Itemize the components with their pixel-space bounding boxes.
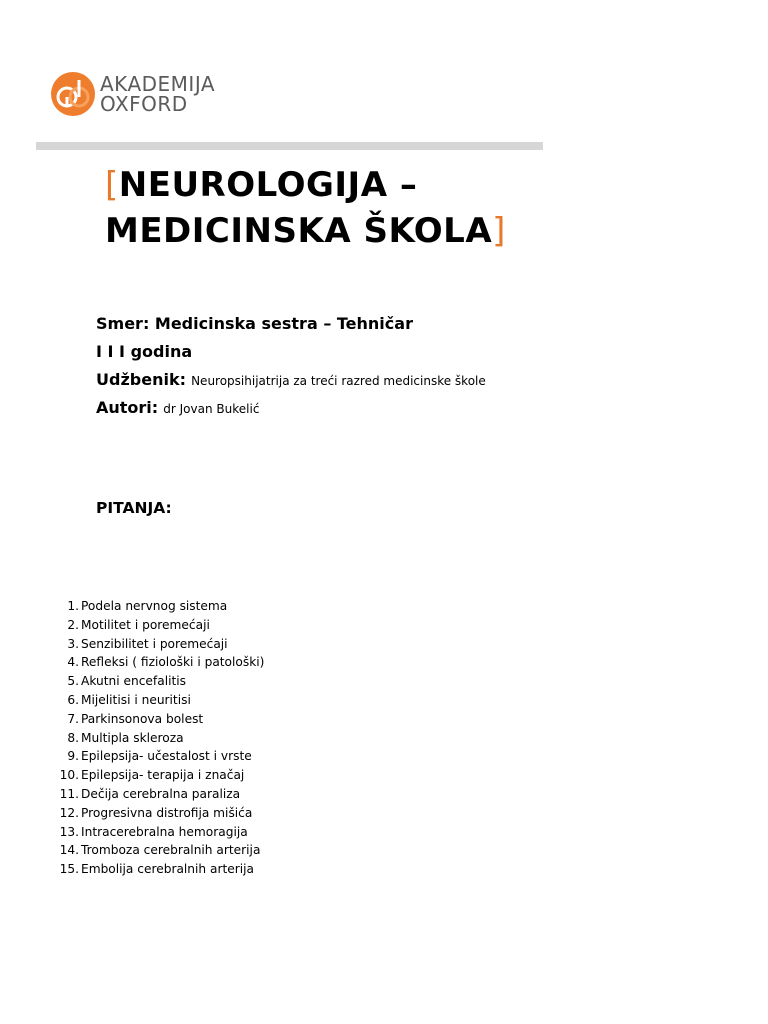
title-line-2 bbox=[105, 208, 506, 254]
header-divider bbox=[36, 142, 543, 150]
list-item bbox=[50, 823, 264, 842]
document-title bbox=[105, 162, 506, 254]
list-item bbox=[50, 597, 264, 616]
questions-heading: PITANJA: bbox=[96, 499, 172, 517]
godina-line: I I I godina bbox=[96, 342, 193, 361]
question-number: 10. bbox=[59, 768, 79, 783]
udzbenik-value: Neuropsihijatrija za treći razred medicinske škole bbox=[191, 374, 486, 388]
question-number: 9. bbox=[67, 749, 79, 764]
list-item bbox=[50, 785, 264, 804]
logo-line-1: AKADEMIJA bbox=[100, 72, 216, 96]
question-number: 12. bbox=[59, 805, 79, 820]
question-number: 14. bbox=[59, 843, 79, 858]
logo-mark-icon bbox=[50, 71, 96, 117]
question-number: 7. bbox=[67, 711, 79, 726]
list-item bbox=[50, 653, 264, 672]
title-text-2: MEDICINSKA ŠKOLA bbox=[105, 211, 493, 251]
list-item bbox=[50, 860, 264, 879]
title-open-bracket: [ bbox=[105, 165, 119, 205]
list-item bbox=[50, 804, 264, 823]
udzbenik-label: Udžbenik: bbox=[96, 370, 186, 389]
udzbenik-line bbox=[96, 366, 486, 394]
questions-list bbox=[50, 597, 264, 879]
title-text-1: NEUROLOGIJA – bbox=[118, 165, 418, 205]
question-text: Mijelitisi i neuritisi bbox=[81, 692, 191, 707]
question-number: 6. bbox=[67, 692, 79, 707]
list-item bbox=[50, 691, 264, 710]
question-text: Epilepsija- učestalost i vrste bbox=[81, 749, 252, 764]
question-number: 4. bbox=[67, 655, 79, 670]
list-item bbox=[50, 747, 264, 766]
list-item bbox=[50, 635, 264, 654]
list-item bbox=[50, 729, 264, 748]
question-number: 2. bbox=[67, 617, 79, 632]
list-item bbox=[50, 841, 264, 860]
question-text: Podela nervnog sistema bbox=[81, 599, 228, 613]
question-text: Embolija cerebralnih arterija bbox=[81, 862, 255, 877]
smer-line: Smer: Medicinska sestra – Tehničar bbox=[96, 314, 413, 333]
question-number: 11. bbox=[59, 786, 79, 801]
question-text: Intracerebralna hemoragija bbox=[81, 824, 248, 839]
list-item bbox=[50, 672, 264, 691]
question-text: Refleksi ( fiziološki i patološki) bbox=[81, 655, 265, 670]
autori-label: Autori: bbox=[96, 398, 159, 417]
title-close-bracket: ] bbox=[492, 211, 506, 251]
title-line-1 bbox=[105, 162, 506, 208]
logo-wordmark bbox=[100, 74, 215, 114]
list-item bbox=[50, 710, 264, 729]
course-info bbox=[96, 310, 486, 422]
question-number: 3. bbox=[67, 636, 79, 651]
question-text: Epilepsija- terapija i značaj bbox=[81, 768, 245, 783]
autori-value: dr Jovan Bukelić bbox=[163, 402, 260, 416]
logo-line-2: OXFORD bbox=[100, 92, 188, 116]
question-number: 15. bbox=[59, 862, 79, 877]
question-text: Senzibilitet i poremećaji bbox=[81, 636, 228, 651]
question-number: 8. bbox=[67, 730, 79, 745]
question-number: 5. bbox=[67, 674, 79, 689]
question-number: 13. bbox=[59, 824, 79, 839]
question-number: 1. bbox=[67, 599, 79, 613]
question-text: Parkinsonova bolest bbox=[81, 711, 204, 726]
list-item bbox=[50, 766, 264, 785]
question-text: Akutni encefalitis bbox=[81, 674, 186, 689]
question-text: Dečija cerebralna paraliza bbox=[81, 786, 241, 801]
question-text: Progresivna distrofija mišića bbox=[81, 805, 253, 820]
akademija-oxford-logo bbox=[50, 71, 215, 117]
autori-line bbox=[96, 394, 486, 422]
question-text: Multipla skleroza bbox=[81, 730, 184, 745]
question-text: Motilitet i poremećaji bbox=[81, 617, 210, 632]
list-item bbox=[50, 616, 264, 635]
question-text: Tromboza cerebralnih arterija bbox=[81, 843, 261, 858]
